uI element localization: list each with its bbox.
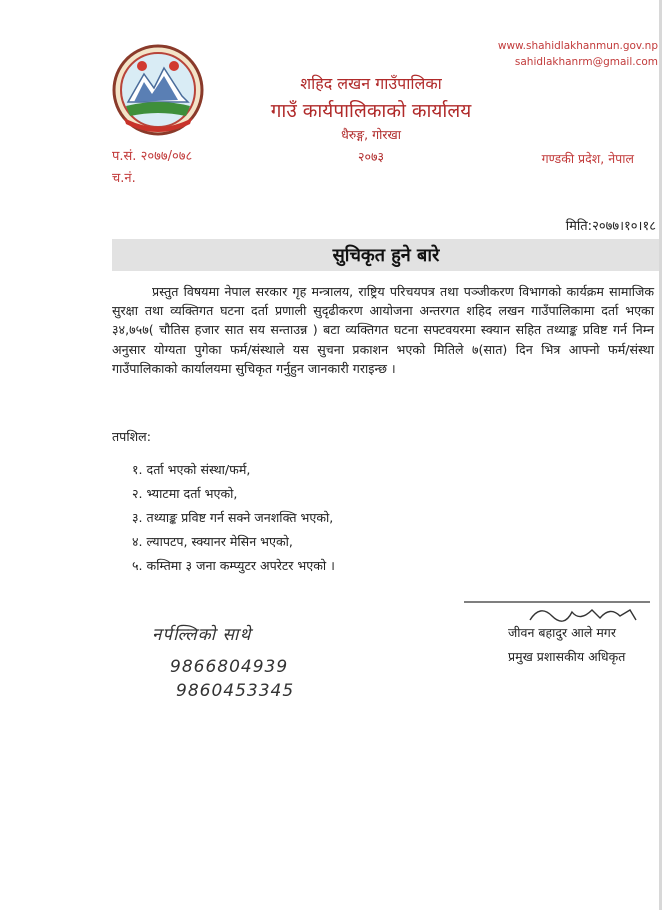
list-item: २. भ्याटमा दर्ता भएको, <box>132 486 238 501</box>
signer-designation: प्रमुख प्रशासकीय अधिकृत <box>508 649 626 664</box>
contact-info <box>498 38 658 70</box>
province-label: गण्डकी प्रदेश, नेपाल <box>541 151 634 166</box>
signer-name: जीवन बहादुर आले मगर <box>508 625 616 640</box>
handwritten-phone-2: 9860453345 <box>176 681 295 701</box>
letter-date: मिति:२०७७।१०।१८ <box>565 219 656 234</box>
reference-number: प.सं. २०७७/०७८ <box>112 149 193 164</box>
body-paragraph: प्रस्तुत विषयमा नेपाल सरकार गृह मन्त्रालय, राष्ट्रिय परिचयपत्र तथा पञ्जीकरण विभागको कार्यक्रम सामाजिक सुरक्षा तथा व्यक्तिगत घटना दर्ता प्रणाली सुदृढीकरण आयोजना अन्तरगत शहिद लखन गाउँपालिकामा दर्ता भएका ३४,७५७( चौतिस हजार सात सय सन्ताउन्न ) बटा व्यक्तिगत घटना सफ्टवयरमा स्क्यान सहित तथ्याङ्क प्रविष्ट गर्न निम्न अनुसार योग्यता पुगेका फर्म/संस्थाले यस सुचना प्रकाशन भएको मितिले ७(सात) दिन भित्र आफ्नो फर्म/संस्था गाउँपालिकाको कार्यालयमा सुचिकृत गर्नुहुन जानकारी गराइन्छ । <box>112 284 654 376</box>
contact-website: www.shahidlakhanmun.gov.np <box>497 40 658 52</box>
letter-body <box>112 282 654 378</box>
requirements-list <box>132 458 335 578</box>
handwritten-note: नर्पल्लिको साथे <box>152 625 252 645</box>
list-item: ४. ल्यापटप, स्क्यानर मेसिन भएको, <box>132 534 293 549</box>
letter-title: सुचिकृत हुने बारे <box>332 245 440 266</box>
list-item: ३. तथ्याङ्क प्रविष्ट गर्न सक्ने जनशक्ति भएको, <box>132 510 334 525</box>
established-year: २०७३ <box>357 149 384 164</box>
details-label: तपशिल: <box>112 429 151 444</box>
office-name: शहिद लखन गाउँपालिका <box>300 74 442 93</box>
office-subtitle: गाउँ कार्यपालिकाको कार्यालय <box>270 100 472 122</box>
office-address: धैरुङ्ग, गोरखा <box>341 127 401 142</box>
dispatch-number: च.नं. <box>112 171 136 186</box>
handwritten-phone-1: 9866804939 <box>170 657 289 677</box>
list-item: ५. कम्तिमा ३ जना कम्प्युटर अपरेटर भएको । <box>132 558 335 573</box>
list-item: १. दर्ता भएको संस्था/फर्म, <box>132 462 251 477</box>
contact-email: sahidlakhanrm@gmail.com <box>514 56 658 68</box>
